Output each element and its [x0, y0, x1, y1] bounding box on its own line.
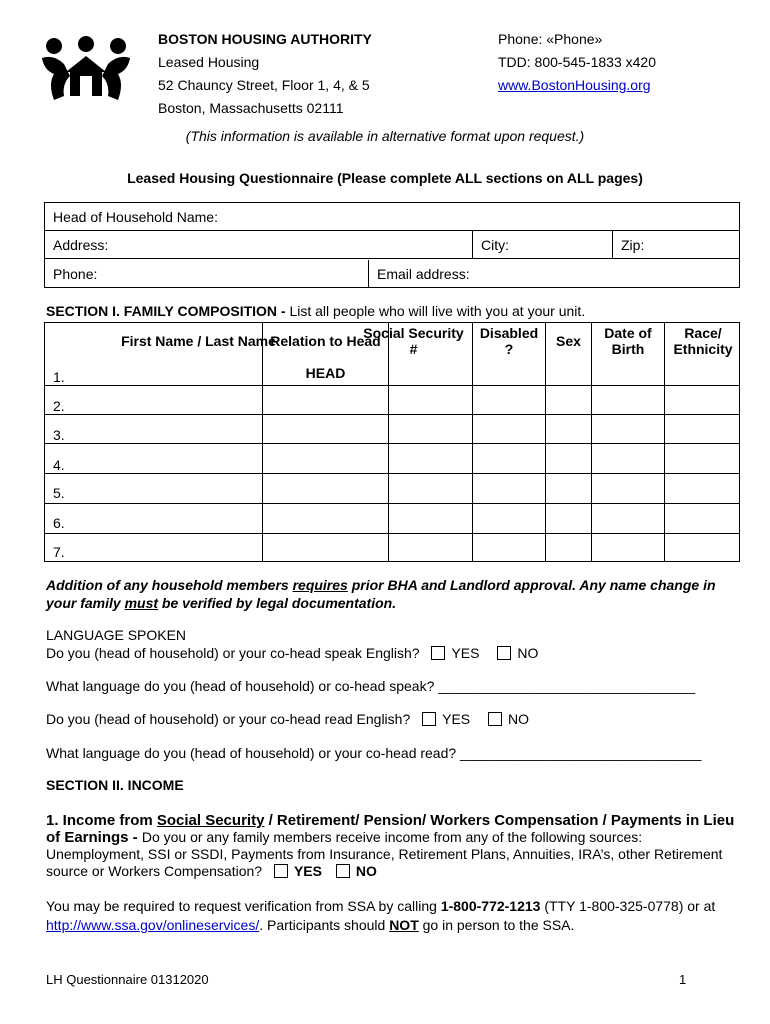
note-emphasis: must — [124, 595, 159, 611]
income-yes-checkbox[interactable] — [274, 864, 288, 878]
head-of-household-row[interactable] — [45, 203, 739, 231]
row-number: 2. — [53, 398, 65, 414]
read-language-question[interactable]: What language do you (head of household) or your co-head read? _______________________________ — [46, 745, 702, 761]
zip-label: Zip: — [621, 237, 645, 253]
header-contact-block — [498, 28, 656, 97]
read-yes-checkbox[interactable] — [422, 712, 436, 726]
header-address-block — [158, 28, 372, 120]
section1-instruction: List all people who will live with you at your unit. — [289, 303, 586, 319]
row-number: 1. — [53, 369, 65, 385]
col-header-dob: Date of Birth — [604, 325, 652, 357]
speak-no-checkbox[interactable] — [497, 646, 511, 660]
row-divider — [45, 385, 739, 386]
question-text: Do you (head of household) or your co-head read English? — [46, 711, 411, 727]
income-no-checkbox[interactable] — [336, 864, 350, 878]
form-title: Leased Housing Questionnaire (Please complete ALL sections on ALL pages) — [127, 170, 643, 186]
yes-label: YES — [293, 863, 322, 879]
row-divider — [45, 473, 739, 474]
note-emphasis: requires — [292, 577, 348, 593]
col-header-disabled: Disabled ? — [479, 325, 539, 357]
speak-yes-checkbox[interactable] — [431, 646, 445, 660]
yes-label: YES — [451, 645, 480, 661]
speak-english-question — [46, 645, 538, 661]
verify-text: go in person to the SSA. — [418, 917, 575, 933]
contact-info-box — [44, 202, 740, 288]
verify-text: (TTY 1-800-325-0778) or at — [540, 898, 716, 914]
row-number: 7. — [53, 544, 65, 560]
footer-page-number: 1 — [679, 972, 687, 987]
row-divider — [45, 414, 739, 415]
question-text: Do you (head of household) or your co-head speak English? — [46, 645, 420, 661]
org-name: BOSTON HOUSING AUTHORITY — [158, 31, 372, 47]
address-label: Address: — [53, 237, 109, 253]
read-english-question — [46, 711, 529, 727]
col-header-ssn: Social Security # — [363, 325, 464, 357]
no-label: NO — [508, 711, 530, 727]
phone-text: Phone: «Phone» — [498, 31, 603, 47]
note-text: be verified by legal documentation. — [158, 595, 397, 611]
ssa-verification-note — [46, 897, 736, 935]
language-heading: LANGUAGE SPOKEN — [46, 627, 187, 643]
no-label: NO — [517, 645, 539, 661]
section2-title: SECTION II. INCOME — [46, 777, 184, 793]
income-body: Do you or any family members receive income from any of the following sources: Unemployment, SSI or SSDI, Payments from Insurance, Retirement Plans, Annuities, IRA’s, other Retirement source or Workers Compensation? — [46, 829, 723, 879]
row-number: 6. — [53, 515, 65, 531]
section1-heading — [46, 303, 585, 319]
phone-email-row — [45, 260, 739, 288]
address-row — [45, 231, 739, 259]
col-header-race: Race/ Ethnicity — [673, 325, 733, 357]
row-number: 4. — [53, 457, 65, 473]
note-text: Addition of any household members — [46, 577, 293, 593]
col-header-name: First Name / Last Name — [121, 333, 276, 349]
family-composition-table — [44, 322, 740, 562]
website-link[interactable]: www.BostonHousing.org — [498, 77, 651, 93]
income-title-part: 1. Income from — [46, 812, 157, 829]
income-question-block — [46, 812, 736, 880]
row-number: 5. — [53, 485, 65, 501]
income-title-part: / Retirement/ Pension/ Workers Compensation / Payments in Lieu of Earnings - — [46, 812, 735, 846]
street-address: 52 Chauncy Street, Floor 1, 4, & 5 — [158, 77, 370, 93]
col-header-sex: Sex — [556, 333, 581, 349]
yes-label: YES — [442, 711, 471, 727]
tdd-text: TDD: 800-545-1833 x420 — [498, 54, 656, 70]
addition-note — [46, 576, 736, 612]
head-of-household-label: Head of Household Name: — [53, 209, 218, 225]
department: Leased Housing — [158, 54, 260, 70]
verify-text: . Participants should — [259, 917, 390, 933]
row-divider — [45, 503, 739, 504]
footer-doc-id: LH Questionnaire 01312020 — [46, 972, 209, 987]
income-title-ss: Social Security — [156, 812, 265, 829]
row-divider — [45, 443, 739, 444]
city-address: Boston, Massachusetts 02111 — [158, 100, 344, 116]
row-divider — [45, 533, 739, 534]
alt-format-note: (This information is available in alternative format upon request.) — [185, 128, 585, 144]
bha-logo — [40, 36, 132, 102]
ssa-link[interactable]: http://www.ssa.gov/onlineservices/ — [46, 917, 260, 933]
speak-language-question[interactable]: What language do you (head of household) or co-head speak? _________________________________ — [46, 678, 696, 694]
phone-label: Phone: — [53, 266, 98, 282]
section1-title: SECTION I. FAMILY COMPOSITION - — [46, 303, 290, 319]
ssa-phone: 1-800-772-1213 — [440, 898, 541, 914]
col-header-relation: Relation to Head — [270, 333, 381, 349]
email-label: Email address: — [377, 266, 470, 282]
city-label: City: — [481, 237, 509, 253]
head-relation-value: HEAD — [305, 365, 346, 381]
no-label: NO — [355, 863, 377, 879]
verify-emphasis: NOT — [389, 917, 419, 933]
verify-text: You may be required to request verification from SSA by calling — [46, 898, 441, 914]
note-text: prior BHA and Landlord approval. Any name change in your family — [46, 577, 716, 611]
row-number: 3. — [53, 427, 65, 443]
read-no-checkbox[interactable] — [488, 712, 502, 726]
